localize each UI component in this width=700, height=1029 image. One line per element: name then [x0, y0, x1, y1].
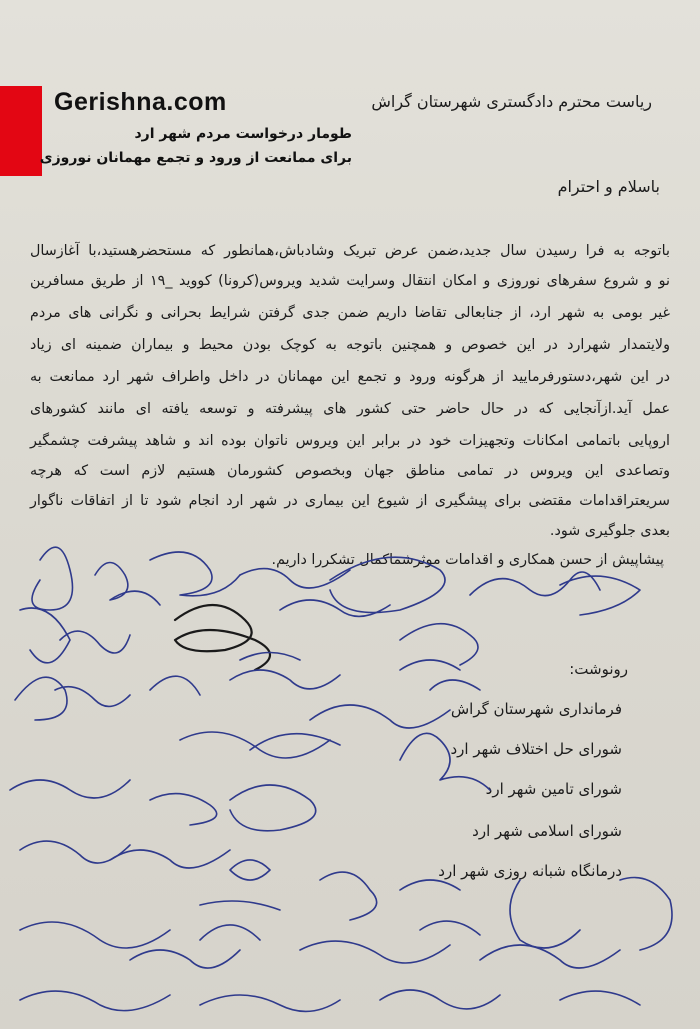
signature-scribble [300, 941, 450, 963]
signature-scribble [200, 995, 340, 1011]
signature-scribble [150, 676, 200, 695]
signature-scribble [250, 734, 340, 750]
body-line: عمل آید.ازآنجایی که در حال حاضر حتی کشور های پیشرفته و توسعه یافته ای مانند کشورهای [30, 401, 670, 417]
signature-scribble [230, 860, 270, 880]
signature-scribble [620, 878, 672, 951]
signature-scribble [400, 880, 460, 890]
watermark-box [39, 88, 352, 176]
signature-scribble [230, 785, 316, 831]
cc-item: درمانگاه شبانه روزی شهر ارد [438, 862, 622, 880]
signature-scribble [175, 605, 270, 670]
body-line: ولایتمدار شهرارد در این خصوص و همچنین باتوجه به کوچک بودن محیط و بیماران ضمینه ای زیاد [30, 337, 670, 353]
signature-scribble [32, 547, 73, 610]
body-line: در این شهر،دستورفرمایید از هرگونه ورود و تجمع این مهمانان در داخل واطراف شهر ارد ممانعت به [30, 369, 670, 385]
body-line: اروپایی باتمامی امکانات وتجهیزات خود در برابر این ویروس ناتوان بوده اند و شاهد پیشرفت چشمگیر [30, 433, 670, 449]
addressee-line: ریاست محترم دادگستری شهرستان گراش [371, 92, 652, 111]
signature-scribble [95, 563, 160, 606]
signature-scribble [240, 653, 300, 661]
signature-scribble [560, 991, 640, 1005]
headline-line: طومار درخواست مردم شهر ارد [134, 126, 352, 142]
cc-item: شورای حل اختلاف شهر ارد [450, 740, 622, 758]
body-line: بعدی جلوگیری شود. [549, 523, 670, 539]
signature-scribble [510, 880, 580, 948]
signature-scribble [130, 950, 240, 968]
signature-scribble [15, 677, 67, 720]
signature-scribble [20, 991, 170, 1011]
signature-scribble [480, 945, 620, 968]
signature-scribble [240, 569, 350, 588]
signature-scribble [55, 687, 130, 707]
thanks-line: پیشاپیش از حسن همکاری و اقدامات موثرشماکمال تشکررا داریم. [271, 552, 664, 568]
signature-scribble [560, 576, 640, 615]
signature-scribble [320, 872, 377, 920]
signature-scribble [60, 631, 130, 653]
signature-scribble [150, 552, 240, 596]
signature-scribble [20, 841, 130, 863]
signature-scribble [400, 624, 478, 665]
signature-scribble [10, 780, 130, 798]
signature-scribble [230, 670, 340, 689]
body-line: غیر بومی به شهر ارد، از جنابعالی تقاضا داریم ضمن جدی گرفتن شرایط بحرانی و نگرانی های مردم [30, 305, 670, 321]
cc-title: رونوشت: [569, 660, 628, 678]
signature-scribble [310, 705, 450, 728]
signature-scribble [470, 572, 600, 596]
signature-scribble [200, 925, 260, 940]
cc-item: شورای اسلامی شهر ارد [472, 822, 622, 840]
greeting-line: باسلام و احترام [557, 177, 660, 196]
signature-scribble [110, 850, 230, 868]
signature-scribble [180, 732, 330, 758]
signature-scribble [150, 794, 217, 825]
signature-scribble [420, 921, 480, 935]
headline-line: برای ممانعت از ورود و تجمع مهمانان نوروزی [39, 150, 352, 166]
cc-item: شورای تامین شهر ارد [485, 780, 622, 798]
body-line: باتوجه به فرا رسیدن سال جدید،ضمن عرض تبریک وشادباش،همانطور که مستحضرهستید،با آغازسال [30, 243, 670, 259]
brand-accent-block [0, 86, 42, 176]
signature-scribble [380, 990, 500, 1009]
signature-scribble [280, 600, 390, 616]
body-line: وتصاعدی این ویروس در تمامی مناطق جهان وبخصوص کشورمان هستیم لازم است که هرچه [30, 463, 670, 479]
body-line: سریعتراقدامات مقتضی برای پیشگیری از شیوع این بیماری در شهر ارد انجام شود تا از اتفاقات ناگوار [30, 493, 670, 509]
signature-scribble [200, 901, 280, 910]
cc-item: فرمانداری شهرستان گراش [450, 700, 622, 718]
site-title: Gerishna.com [54, 88, 227, 116]
body-line: نو و شروع سفرهای نوروزی و امکان انتقال وسرایت شدید ویروس(کرونا) کووید _۱۹ از طریق مسافرین [30, 273, 670, 289]
signature-scribble [430, 680, 480, 690]
signature-scribble [20, 922, 170, 948]
signature-scribble [400, 660, 460, 670]
signature-scribble [20, 608, 70, 663]
